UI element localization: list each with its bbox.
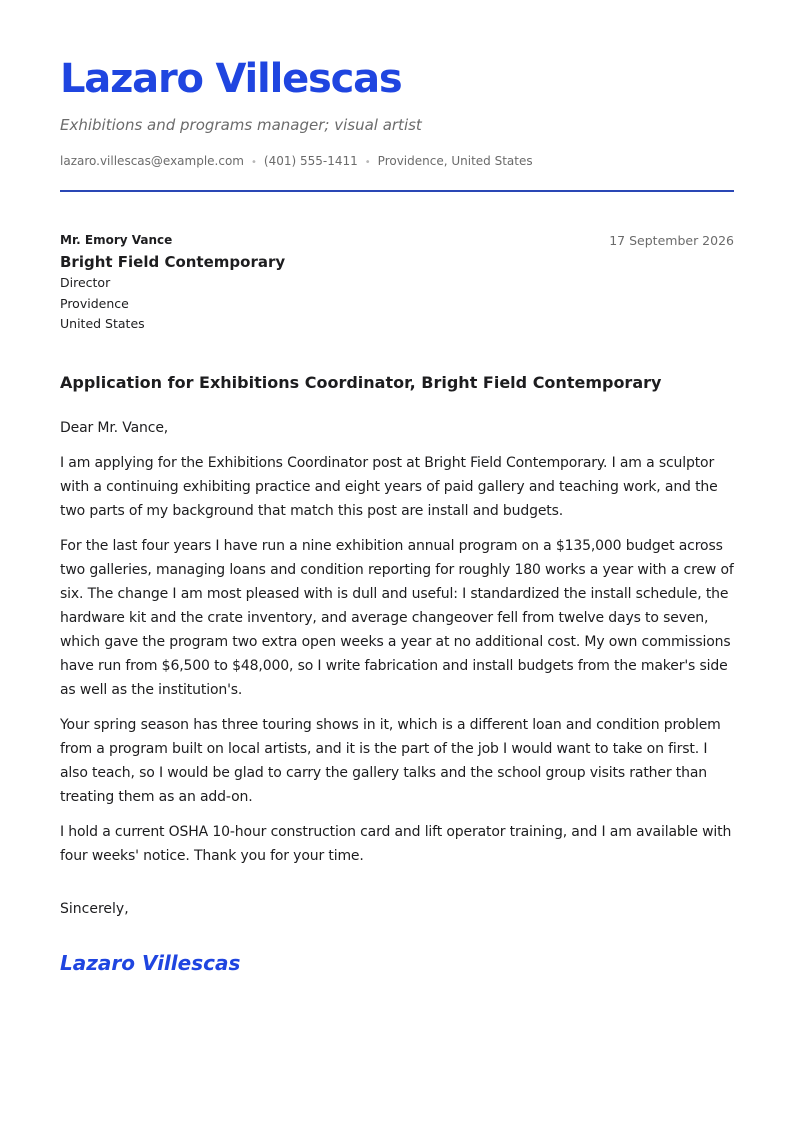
contact-separator: • <box>364 157 371 168</box>
letter-body <box>60 416 734 879</box>
body-paragraph: For the last four years I have run a nine exhibition annual program on a $135,000 budget across two galleries, managing loans and condition reporting for roughly 180 works a year with a crew of six. The change I am most pleased with is dull and useful: I standardized the install schedule, the hardware kit and the crate inventory, and average changeover fell from twelve days to seven, which gave the program two extra open weeks a year at no additional cost. My own commissions have run from $6,500 to $48,000, so I write fabrication and install budgets from the maker's side as well as the institution's. <box>60 538 734 698</box>
signature: Lazaro Villescas <box>60 951 241 975</box>
contact-line <box>60 153 533 171</box>
contact-location: Providence, United States <box>377 154 533 168</box>
body-paragraph: I am applying for the Exhibitions Coordinator post at Bright Field Contemporary. I am a sculptor with a continuing exhibiting practice and eight years of paid gallery and teaching work, and the two parts of my background that match this post are install and budgets. <box>60 455 718 519</box>
closing: Sincerely, <box>60 901 129 917</box>
contact-separator: • <box>251 157 257 168</box>
recipient-block <box>60 232 460 335</box>
recipient-country: United States <box>60 316 145 331</box>
header-divider <box>60 190 734 192</box>
applicant-subtitle: Exhibitions and programs manager; visual artist <box>60 116 422 134</box>
contact-email[interactable]: lazaro.villescas@example.com <box>60 154 244 168</box>
salutation: Dear Mr. Vance, <box>60 420 169 436</box>
applicant-name: Lazaro Villescas <box>60 56 402 102</box>
contact-phone[interactable]: (401) 555-1411 <box>263 154 358 168</box>
body-paragraph: I hold a current OSHA 10-hour construction card and lift operator training, and I am available with four weeks' notice. Thank you for your time. <box>60 824 732 864</box>
recipient-name: Mr. Emory Vance <box>60 233 173 247</box>
recipient-company: Bright Field Contemporary <box>60 253 286 271</box>
body-paragraph: Your spring season has three touring shows in it, which is a different loan and condition problem from a program built on local artists, and it is the part of the job I would want to take on first. I also teach, so I would be glad to carry the gallery talks and the school group visits rather than treating them as an add-on. <box>60 717 721 805</box>
recipient-city: Providence <box>60 295 129 311</box>
letter-subject: Application for Exhibitions Coordinator, Bright Field Contemporary <box>60 373 662 392</box>
letter-date: 17 September 2026 <box>609 233 734 248</box>
recipient-title: Director <box>60 275 111 290</box>
